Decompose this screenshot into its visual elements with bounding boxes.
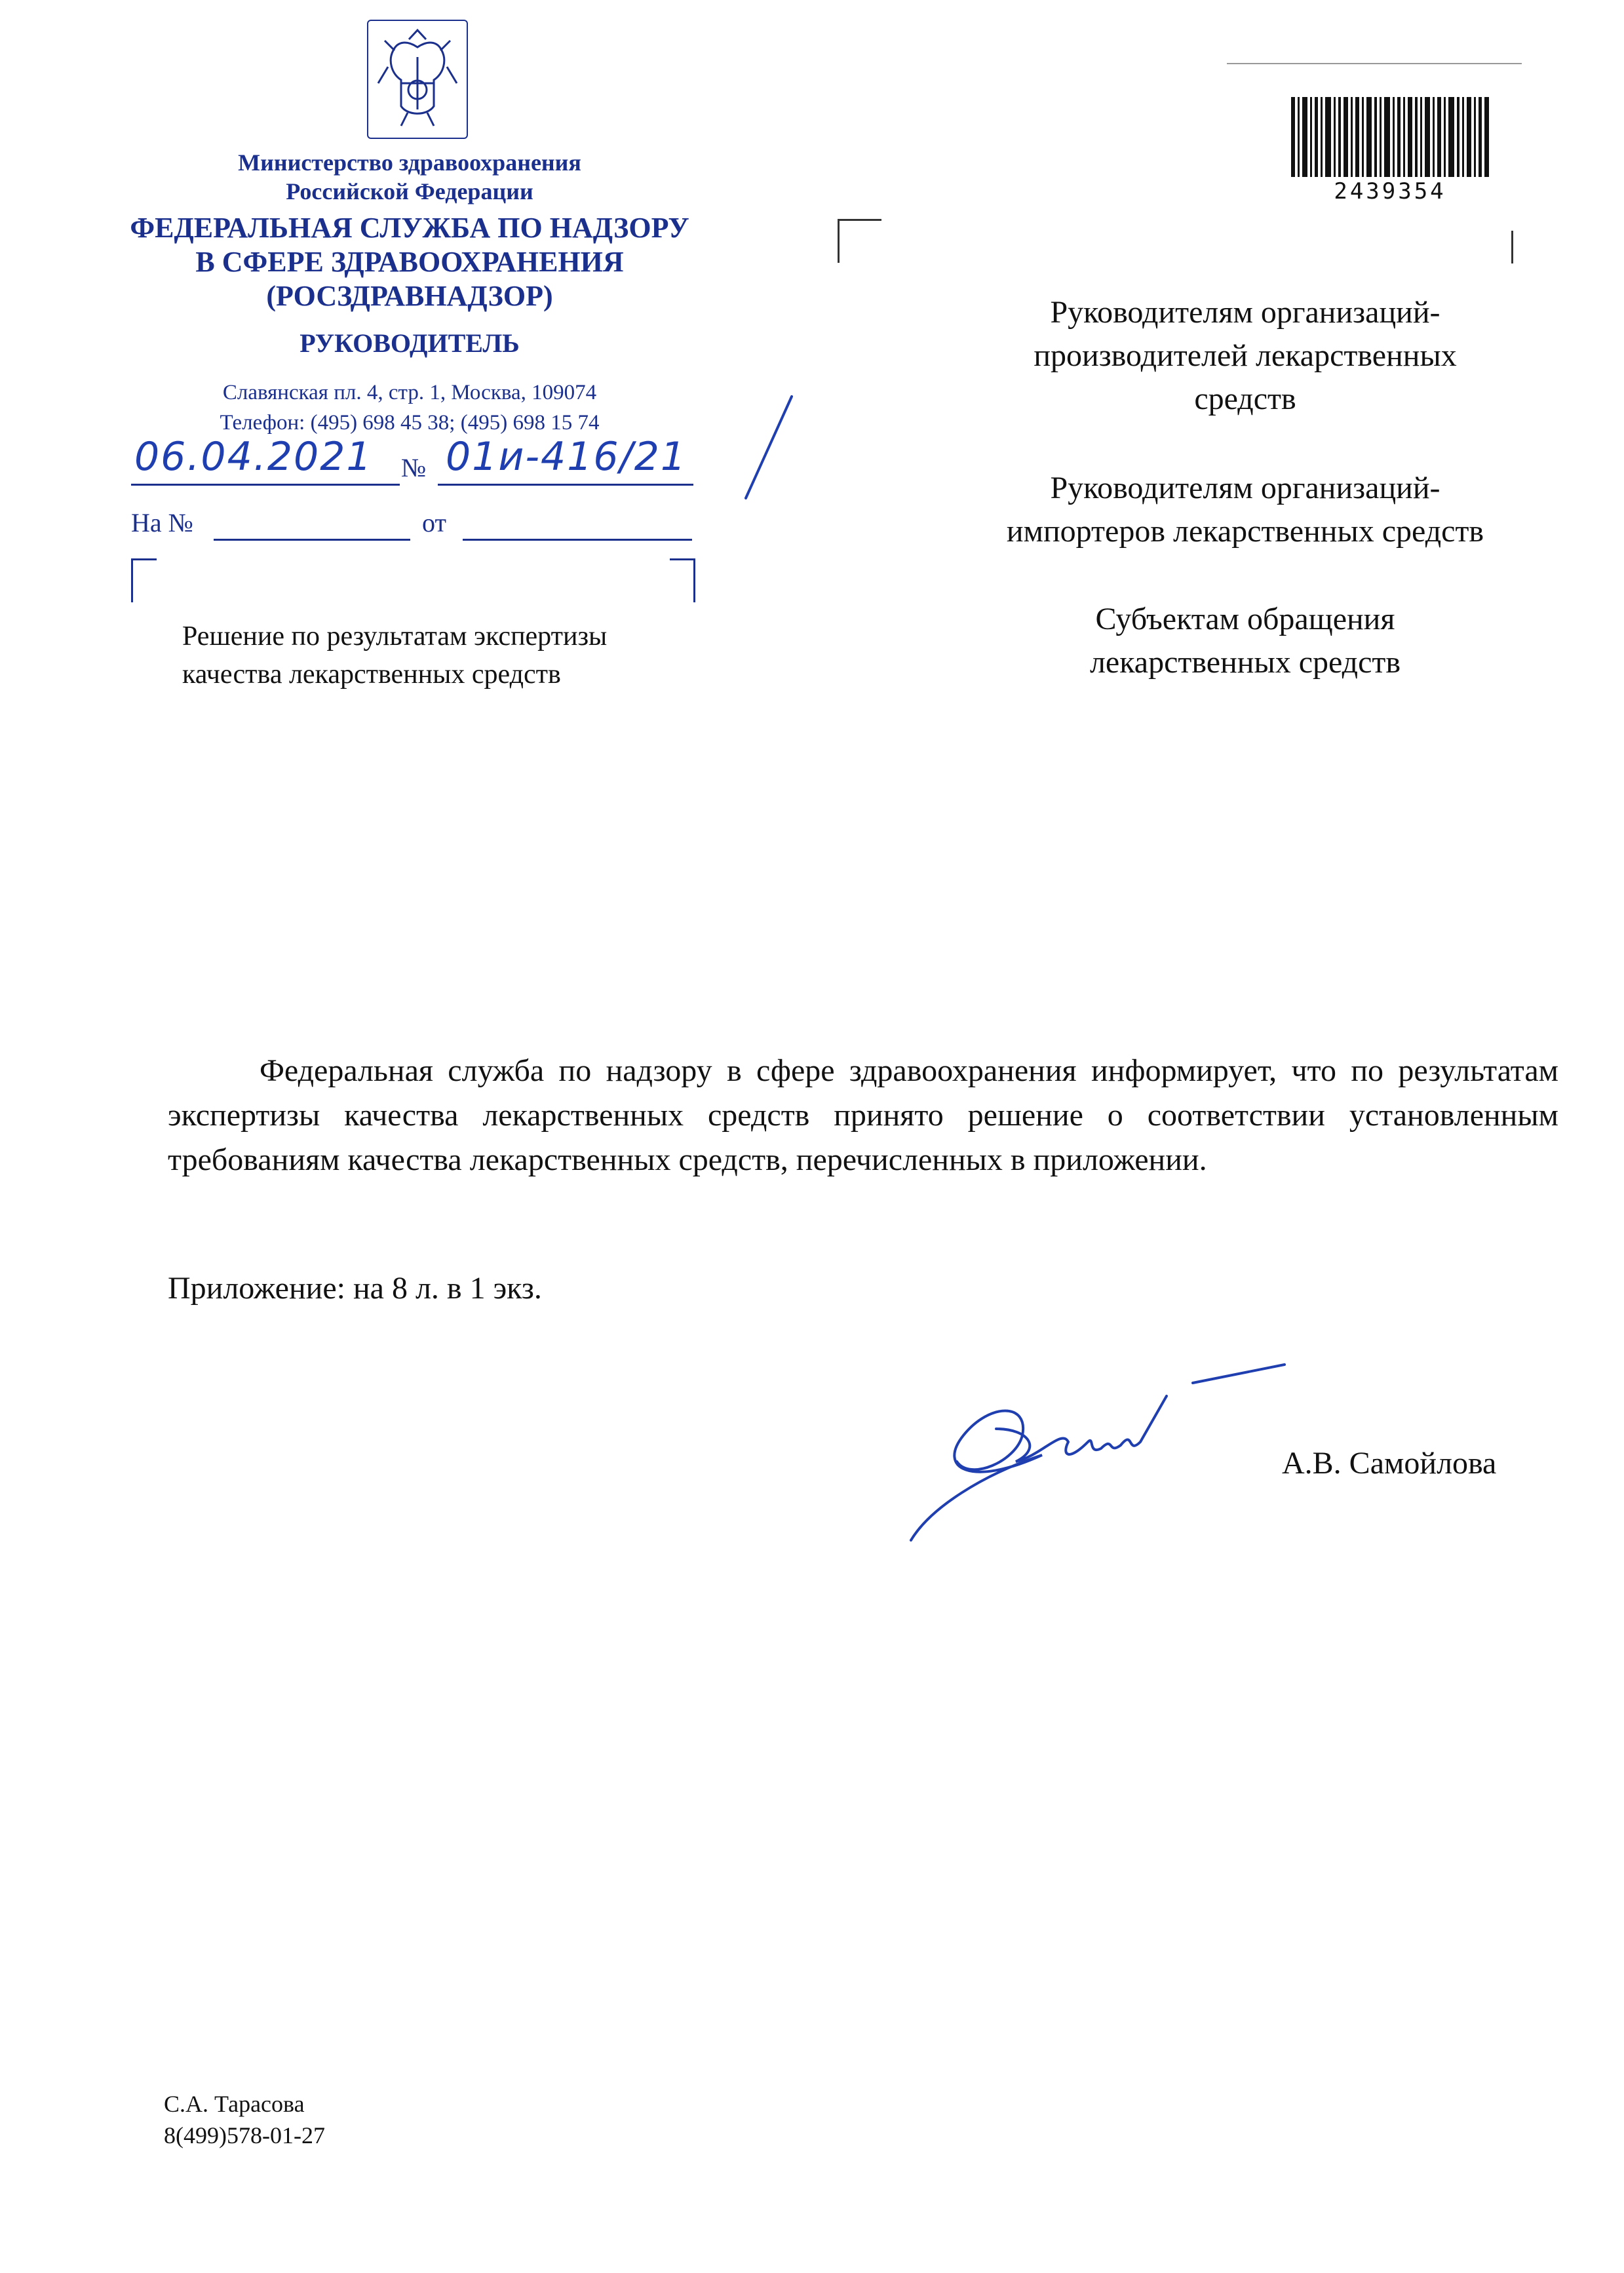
recipient-2-line-1: Руководителям организаций- <box>1050 471 1440 505</box>
subject-line-2: качества лекарственных средств <box>182 659 561 690</box>
subject-bracket-left <box>131 558 157 602</box>
barcode-rule <box>1227 63 1522 64</box>
recipient-3-line-2: лекарственных средств <box>1089 645 1401 680</box>
subject-line-1: Решение по результатам экспертизы <box>182 621 608 651</box>
subject-bracket-right <box>670 558 695 602</box>
handwritten-number: 01и-416/21 <box>446 434 687 480</box>
contact-phone: 8(499)578-01-27 <box>164 2122 325 2148</box>
address-block <box>131 378 688 438</box>
number-underline <box>438 484 693 486</box>
service-line-1: ФЕДЕРАЛЬНАЯ СЛУЖБА ПО НАДЗОРУ <box>130 212 689 244</box>
ministry-line-1: Министерство здравоохранения <box>238 149 581 176</box>
body-paragraph <box>168 1049 1558 1182</box>
coat-of-arms-emblem-icon <box>367 20 468 139</box>
recipient-1-line-1: Руководителям организаций- <box>1050 295 1440 330</box>
date-underline <box>131 484 400 486</box>
appendix-note: Приложение: на 8 л. в 1 экз. <box>168 1271 542 1306</box>
reply-to-label: На № <box>131 508 193 537</box>
reply-number-line <box>214 539 410 541</box>
position-title: РУКОВОДИТЕЛЬ <box>300 328 520 358</box>
recipient-bracket-right <box>1511 231 1513 263</box>
phone: Телефон: (495) 698 45 38; (495) 698 15 74 <box>220 411 600 435</box>
subject <box>182 617 772 693</box>
body-paragraph-text: Федеральная служба по надзору в сфере здравоохранения информирует, что по результатам экспертизы качества лекарственных средств принято решение о соответствии установленным требованиям качества лекарственных средств, перечисленных в приложении. <box>168 1053 1558 1177</box>
handwritten-signature-icon <box>891 1357 1311 1553</box>
contact-name: С.А. Тарасова <box>164 2091 305 2117</box>
handwritten-date: 06.04.2021 <box>134 434 373 480</box>
recipient-2-line-2: импортеров лекарственных средств <box>1006 514 1484 549</box>
handwritten-slash-icon <box>706 393 811 505</box>
reply-date-line <box>463 539 692 541</box>
recipient-1-line-3: средств <box>1194 381 1296 416</box>
recipient-2 <box>911 467 1579 553</box>
recipient-1 <box>911 291 1579 421</box>
recipient-3 <box>911 598 1579 684</box>
ministry-name <box>131 148 688 206</box>
ministry-line-2: Российской Федерации <box>286 178 533 204</box>
contact-block <box>164 2088 325 2151</box>
number-label: № <box>401 453 427 482</box>
barcode-number: 2439354 <box>1334 178 1446 204</box>
address: Славянская пл. 4, стр. 1, Москва, 109074 <box>222 381 597 404</box>
service-line-2: В СФЕРЕ ЗДРАВООХРАНЕНИЯ <box>195 246 624 278</box>
recipient-3-line-1: Субъектам обращения <box>1095 602 1395 636</box>
recipient-bracket-left <box>838 219 881 263</box>
recipient-1-line-2: производителей лекарственных <box>1034 338 1457 373</box>
service-line-3: (РОСЗДРАВНАДЗОР) <box>266 280 553 312</box>
from-label: от <box>422 508 446 537</box>
signer-name: А.В. Самойлова <box>1282 1446 1497 1481</box>
service-name <box>105 211 714 313</box>
barcode-icon <box>1291 97 1489 177</box>
